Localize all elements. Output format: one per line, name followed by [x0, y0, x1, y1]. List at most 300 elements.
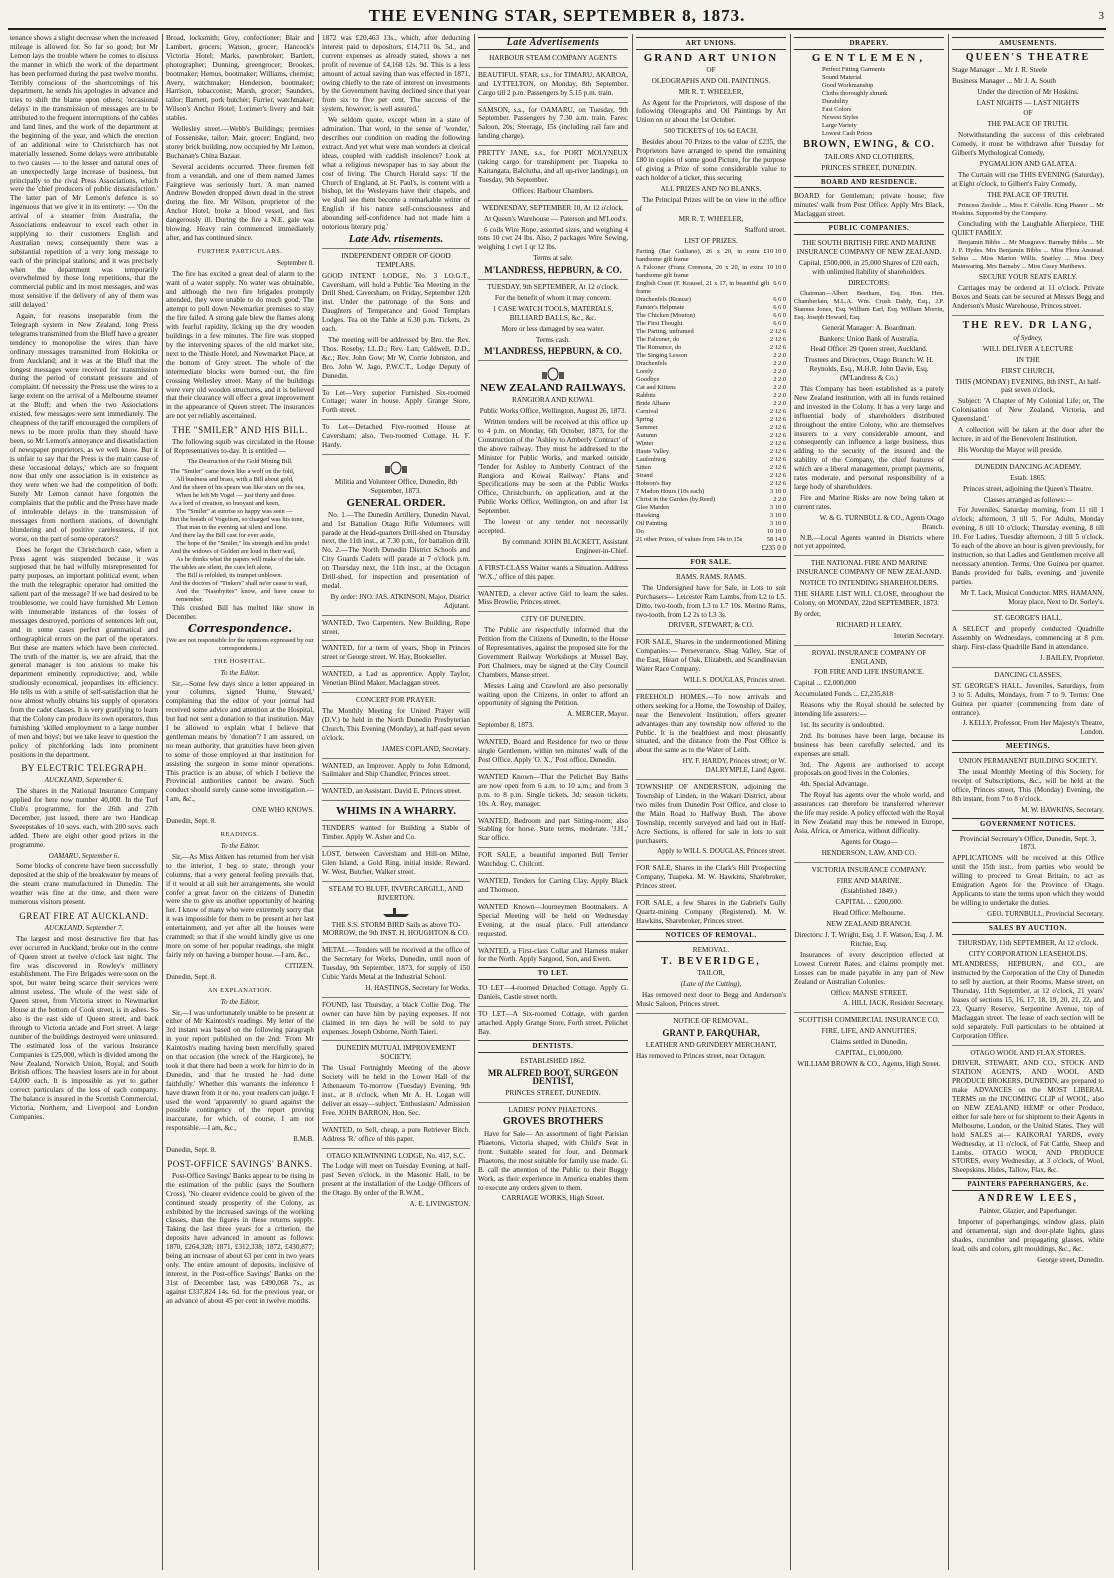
ad-signature: DRIVER, STEWART, & CO.	[668, 621, 754, 630]
section-heading-fire: GREAT FIRE AT AUCKLAND.	[19, 911, 149, 921]
news-paragraph: Wellesley street.—Webb's Buildings; premises of Fosseniske, tailor; Mair, grocer; England, two storey brick building, now occupied by Mr Lemon, Buchanan's China Bazaar.	[166, 125, 314, 160]
ad-heading: GRAND ART UNION	[643, 51, 779, 64]
column-divider	[790, 34, 791, 1570]
prize-list	[636, 248, 786, 544]
ad-general-order	[322, 454, 470, 611]
column-4	[478, 34, 628, 1570]
prize-row	[636, 312, 786, 320]
ad-name: GROVES BROTHERS	[502, 1116, 604, 1128]
feature-item: Fast Colors	[822, 105, 852, 113]
verse-line: And the "Nasobyites" know, and have cause to remember.	[176, 587, 314, 603]
prize-title: The First Thought	[636, 320, 683, 328]
ad-heading: VICTORIA INSURANCE COMPANY.	[811, 865, 927, 874]
prize-value: 2 2 0	[773, 392, 786, 400]
prize-value: 10 10 0	[766, 528, 786, 536]
section-heading-correspondence: Correspondence.	[187, 621, 293, 635]
ad-body: Under the direction of Mr Hoskins.	[977, 87, 1079, 96]
prize-value: 2 12 6	[770, 344, 786, 352]
ad-body: WANTED, a Lad as apprentice. Apply Taylor, Venetian Blind Maker, Maclaggan street.	[322, 670, 470, 688]
ad-body: Have for Sale— An assortment of light Parisian Phaetons, Victoria shaped, with Child's Seat in front. Suitable seated for four, and Denmark Phaetons, the most suitable for family use made. G. B. call the attention of the Public to their Buggy Work, as their experience in America enables them to execute any orders given to them.	[478, 1130, 628, 1192]
ad-body: Subject: 'A Chapter of My Colonial Life; or, The Colonisation of New Zealand, Victoria, and Queensland.'	[952, 397, 1104, 424]
ad-mutual-improvement	[322, 1040, 470, 1117]
prize-row	[636, 296, 786, 304]
section-heading: NOTICES OF REMOVAL.	[636, 929, 786, 942]
prize-row	[636, 456, 786, 464]
ad-dancing-academy	[952, 459, 1104, 607]
ad-date: September 8, 1873.	[478, 721, 534, 730]
telegram-paragraph: Some blocks of concrete have been successfully deposited at the ship of the breakwater by means of the steam crane manufactured in Dunedin. The weather was fine at the time, and there were numerous visitors present.	[10, 862, 158, 907]
ad-wanted	[478, 734, 628, 765]
ad-body: ST. GEORGE'S HALL. Juveniles, Saturdays, from 3 to 5. Adults, Mondays, from 7 to 9. Terms: One Guinea per quarter (commencing from date of entrance).	[952, 681, 1104, 717]
news-paragraph: Does he forget the Christchurch case, when a Press agent was suspended because it was supposed that he had wilfully misrepresented for party purposes, an important political event, when the truth the telegraphic operator had omitted the salient part of the message? If we had desired to be troublesome, we could have furnished Mr Lemon with innumerable instances of the losses of messages destroyed, portions of sentences left out, and in some cases perfect grammatical and orthographical errors on the part of the operators. But these are matters which have been corrected. The truth of the matter is, we are afraid, that the general manager is too anxious to make his department eminently reproductive; and, while studiously economical, jeopardises its efficiency. He tells us with a smile of self-satisfaction that he now almost wholly obtains his supply of operators from the cadet classes. It is very gratifying to learn that the Colony can produce its own operators, thus furnishing 'skilled employment to a large number of men and boys'; but we take leave to question the policy of pitchforking lads into prominent positions in the department.	[10, 545, 158, 759]
ad-heading: GENTLEMEN,	[811, 51, 927, 64]
prize-value: 2 2 0	[773, 400, 786, 408]
news-paragraph: 1872 was £20,463 13s., which, after deducting interest paid to depositors, £14,711 0s. 5d., and current expenses as already stated, shows a net profit of revenue of £4,168 12s. 9d. This is a less amount of actual saving than was effected in 1871, owing chiefly to the rate of interest on investments by the Government having declined since that year from six to five per cent. The success of the system, however, is well assured.'	[322, 34, 470, 114]
section-heading: GOVERNMENT NOTICES.	[952, 818, 1104, 831]
ad-address: CARRIAGE WORKS, High Street.	[501, 1194, 605, 1203]
column-divider	[632, 34, 633, 1570]
ad-signature: A. E. LIVINGSTON.	[409, 1200, 470, 1209]
column-2	[166, 34, 314, 1570]
prize-value: 2 12 6	[770, 408, 786, 416]
prize-value: 2 2 0	[773, 360, 786, 368]
ad-body: The Lodge will meet on Tuesday Evening, at half-past Seven o'clock, in the Masonic Hall, to be present at the installation of the Lodge Officers of the Otago. By order of the R.W.M.,	[322, 1162, 470, 1198]
dateline: OAMARU, September 6.	[48, 851, 120, 860]
ad-heading: THE NATIONAL FIRE AND MARINE INSURANCE COMPANY OF NEW ZEALAND.	[796, 559, 942, 577]
ad-body: Has removed next door to Begg and Anderson's Music Saloon, Princes street.	[636, 991, 786, 1009]
letter-signature: R.M.B.	[293, 1135, 314, 1144]
ad-signature: A. MERCER, Mayor.	[567, 710, 628, 719]
ad-body: The Monthly Meeting for United Prayer will (D.V.) be held in the North Dunedin Presbyterian Church, This Evening (Monday), at half-past seven o'clock.	[322, 707, 470, 742]
ad-body: (Established 1849.)	[841, 887, 897, 896]
ad-body: Bankers: Union Bank of Australia.	[819, 334, 919, 343]
masthead-rule	[8, 28, 1106, 30]
ad-heading: DUNEDIN MUTUAL IMPROVEMENT SOCIETY.	[336, 1044, 456, 1062]
page-number: 3	[1098, 10, 1104, 22]
prize-row	[636, 376, 786, 384]
news-paragraph: We seldom quote, except when in a state of admiration. That word, in the sense of 'wonder,' describes our condition on reading the following extract. And yet what were man wonders at clerical ideas, coupled with caddish insolence? Look at what a religious newspaper has to say about the cost of living. The Church Herald says: 'If the Church of England, at St. Paul's, is content with a bishop, let the Wesleyans have their chapels, and we shall see them become a remarkable writer of English if his nature self-consciousness and abounding self-confidence had not made him a notorious literary prig.'	[322, 116, 470, 232]
prize-list-heading: LIST OF PRIZES.	[684, 237, 738, 246]
ad-royal-insurance	[794, 645, 944, 858]
ad-body: WANTED, Two Carpenters. New Building, Rope street.	[322, 618, 470, 636]
letter-heading: READINGS.	[220, 831, 260, 838]
ad-body: By order,	[794, 609, 821, 618]
ad-body: 1 CASE WATCH TOOLS, MATERIALS, BILLIARD BALLS, &c., &c.	[492, 304, 614, 322]
section-heading: TO LET.	[478, 967, 628, 980]
ad-signature: M. W. HAWKINS, Secretary.	[1021, 805, 1104, 814]
prize-value: 3 10 0	[770, 488, 786, 496]
prize-row	[636, 280, 786, 296]
ad-body: Head Office: Melbourne.	[832, 909, 906, 918]
ad-body: The meeting will be addressed by Bro. the Rev. Thos. Roseby, LL.D.; Rev. Lan; Caldwell, D.D., &c.; Rev. John Gow; Mr W, Corrie Johnston, and Bro. John W. Jago, P.W.C.T., Lodge Deputy of Dunedin.	[322, 336, 470, 380]
subheading: FURTHER PARTICULARS.	[197, 247, 283, 255]
ad-address: Stafford street.	[744, 226, 786, 235]
ad-wanted	[322, 615, 470, 637]
ad-body: WANTED, Tenders for Carting Clay. Apply Black and Thomson.	[478, 877, 628, 894]
feature-item: Good Workmanship	[822, 81, 874, 89]
ad-signature: HENDERSON, LAW, AND CO.	[821, 848, 917, 857]
letter-heading: THE HOSPITAL.	[213, 657, 267, 665]
news-paragraph: tenance shows a slight decrease when the increased mileage is allowed for. So far so good; but Mr Lemon lays the trouble where he comes to discuss the manner in which the work of the department has been performed during the past twelve months. Terribly conscious of the shortcomings of his department, he sends his apologies in advance and tries to shift the blame upon others; 'occasional delays' in the transmission of messages are to be attributed to the frequent interruptions of the cables and land lines, and the work of the department at the beginning of the year, and which the erection of an additional wire to Christchurch has not materially lessened. Some delays were attributable to two causes — to the lesser and natural ones of an unexpectedly large increase of business, but principally to the rival Press Associations, which were the 'chief producers of public dissatisfaction.' The latter part of Mr Lemon's defence is so ingenuous that we give it in its entirety: — 'On the arrival of a steamer from Australia, the Associations endeavour to excel each other in supplying to their customers English and Australian news; consequently there was a substantial repetition of a very long message to each of the principal stations; and it was precisely when the department was temporarily overwhelmed by those long repetitions, that the commercial public and its most messages, and was most sensitive if the delivery of any of them was still delayed.'	[10, 34, 158, 310]
ad-signature: WILL S. DOUGLAS, Princes street.	[683, 676, 786, 684]
ad-body: N.B.—Local Agents wanted in Districts where not yet appointed.	[794, 533, 944, 551]
prize-value: 2 2 0	[773, 352, 786, 360]
ad-body: Princes street, adjoining the Queen's Theatre.	[963, 484, 1093, 493]
ad-city	[478, 611, 628, 730]
ad-subheading: CITY CORPORATION LEASEHOLDS.	[968, 949, 1088, 958]
prize-title: Christ in the Garden (by Reed)	[636, 496, 715, 504]
ad-st-georges	[952, 610, 1104, 663]
verse-line: The "Smiler" came down like a wolf on the fold,	[170, 467, 295, 475]
ad-body: 6 coils Wire Rope, assorted sizes, and weighing 4 tons 10 cwt 24 lbs. Also, 2 packages Wire Sewing, weighing 1 cwt 1 qr 12 lbs.	[478, 225, 628, 252]
ad-body: Estab. 1865.	[1010, 473, 1046, 482]
ad-body: Written tenders will be received at this office up to 4 p.m. on Monday, 6th October, 1873, for the Construction of the 'Ashley to Amberly Contract' of the above railway. They must be addressed to the Minister for Public Works, and marked outside 'Tender for Ashley to Amberly Contract of the Rangiora and Kowai Railway.' Plans and Specifications may be seen at the Public Works Office, Christchurch, on application, and at the Public Works Office, Wellington, on and after 1st September.	[478, 418, 628, 516]
prize-title: 21 other Prizes, of values from 14s to 15s	[636, 536, 743, 544]
verse-line: The tables are silent, the cues left alone,	[170, 563, 273, 571]
letter-date: Dunedin, Sept. 8.	[166, 1146, 217, 1155]
prize-value: 2 2 0	[773, 384, 786, 392]
ad-to-let	[322, 385, 470, 416]
ad-body: THE S.S. STORM BIRD Sails as above TO-MORROW, the 9th INST. H. HOUGHTON & CO.	[322, 920, 470, 938]
news-paragraph: Broad, locksmith; Grey, confectioner; Blair and Lambert, grocers; Watson, grocer; Hancock's Victoria Hotel; Marks, pawnbroker; Bartlett, photographer; Dunning, greengrocer; Brookes, bootmaker; Hemus, bootmaker; Williams, chemist; Avery, watchmaker; Henderson, bootmaker; Harrison, tobacconist; Marsh, grocer; Saunders, tailor; Barnett, pork butcher; Furrier, watchmaker; Wilson's Anchor Hotel; Lorimer's livery and bait stables.	[166, 34, 314, 123]
prize-row	[636, 432, 786, 440]
prize-row	[636, 520, 786, 528]
ad-subheading: WILL DELIVER A LECTURE	[982, 344, 1074, 353]
prize-value: 2 12 6	[770, 432, 786, 440]
prize-title: The Chicken (Mouton)	[636, 312, 695, 320]
ad-body: Head Office: 29 Queen street, Auckland.	[810, 345, 928, 354]
ad-body: Accumulated Funds ... £2,235,818	[794, 690, 894, 699]
prize-row	[636, 248, 786, 264]
ad-subheading: THE PALACE OF TRUTH.	[987, 120, 1069, 129]
prize-row	[636, 448, 786, 456]
verse	[166, 468, 314, 604]
prize-title: Spring	[636, 416, 654, 424]
ad-body: To Let—Very superior Furnished Six-roomed Cottage; water in house. Apply Grange Store, Forth street.	[322, 388, 470, 415]
ad-subheading: RANGIORA AND KOWAI.	[511, 396, 595, 405]
ad-body: Stage Manager ... Mr J. R. Steele	[952, 65, 1048, 74]
ad-body: A collection will be taken at the door after the lecture, in aid of the Benevolent Institution.	[952, 426, 1104, 443]
ad-heading: THURSDAY, 11th SEPTEMBER, At 12 o'clock.	[957, 938, 1099, 947]
ad-body: Importer of paperhangings, window glass, plain and ornamental, sign and door-plate lights, glass shades, cucumber and propagating glasses, white lead, oils and colors, gilt mouldings, &c., &c.	[952, 1217, 1104, 1253]
ad-wanted	[478, 813, 628, 844]
ad-subheading: FIRE, LIFE, AND ANNUITIES.	[821, 1027, 917, 1036]
prize-value: 2 12 6	[770, 464, 786, 472]
prize-row	[636, 336, 786, 344]
ad-signature: By order: JNO. JAS. ATKINSON, Major, District Adjutant.	[330, 592, 470, 610]
ad-body: This Company has been established as a purely New Zealand institution, with all its funds retained and invested in the Colony. It has a very large and influential body of shareholders distributed throughout the entire Colony, who are themselves insurers to a very considerable amount, and consequently can influence a large business, thus adding to the security of the insured and the stability of the Company, the chief features of which are a liberal management, prompt payments, rates moderate, and personal responsibility of a large body of shareholders.	[794, 385, 944, 491]
ad-railways	[478, 360, 628, 555]
ad-body: WANTED Known—Journeymen Bootmakers. A Special Meeting will be held on Wednesday Evening, at the usual place. Full attendance requested.	[478, 902, 628, 938]
ad-body: At Queen's Warehouse — Paterson and M'Leod's.	[484, 214, 628, 223]
ad-address: PRINCES STREET, DUNEDIN.	[821, 163, 917, 172]
ad-tenders	[322, 820, 470, 842]
ad-subheading: TAILOR,	[697, 969, 725, 978]
ad-signature: JAMES COPLAND, Secretary.	[381, 744, 470, 753]
ad-subheading: (Late of the Cutting),	[680, 980, 742, 989]
royal-arms-icon	[542, 367, 564, 381]
ad-heading: THE REV. DR LANG,	[962, 320, 1094, 332]
ad-name: MR ALFRED BOOT, SURGEON DENTIST,	[487, 1067, 619, 1087]
ad-signature: H. HASTINGS, Secretary for Works.	[365, 983, 470, 992]
ad-shipping	[478, 102, 628, 142]
ad-phaetons	[478, 1102, 628, 1203]
ad-shares	[636, 860, 786, 891]
ad-subheading: NEW ZEALAND BRANCH.	[826, 920, 912, 929]
ad-subheading: FIRST CHURCH,	[1001, 366, 1055, 375]
letter-body: Sir,—I was unfortunately unable to be present at either of Mr Kaintosh's readings. My letter of the 3rd instant was based on the following paragraph in your report published on the 2nd: 'From Mr Kaintosh's reading having been mercifully spared on that occasion (the wreck of the Hargicote), he took it that there had been a work for him to do in Dunedin, and that he trusted he had done faithfully.' Whether this warrants the inference I have drawn from it or no, your readers can judge. I used the word 'apparently' to guard against the possible contingency of the report proving inaccurate, for which, of course, I am not responsible.—I am, &c.,	[166, 1008, 314, 1133]
verse-title: The Destruction of the Gold Mining Bill.	[187, 457, 293, 465]
ad-heading: OTAGO KILWINNING LODGE, No. 417, S.C.	[326, 1151, 466, 1160]
prize-title: Laufenburg	[636, 456, 666, 464]
prize-row	[636, 472, 786, 480]
ad-body: Trustees and Directors, Otago Branch: W. H. Reynolds, Esq., M.H.R. John Davie, Esq. (M'Landress & Co.)	[804, 356, 934, 383]
ad-body: For Juveniles, Saturday morning, from 11 till 1 o'clock; afternoon, 3 till 5. For Adults, Monday evening, 8 till 10 o'clock; Thursday evening, 8 till 10. For Ladies, Tuesday afternoon, 3 till 5 o'clock. To each of the above an hour is given previously, for instruction, so that Ladies and Gentlemen receive all necessary attention. Terms, One Guinea per quarter. Bands provided for balls, evening, and juvenile parties.	[952, 506, 1104, 586]
ad-heading: CONCERT FOR PRAYER.	[355, 696, 437, 705]
prize-title: Bride Albano	[636, 400, 671, 408]
feature-item: Perfect Fitting Garments	[822, 65, 886, 73]
prize-row	[636, 392, 786, 400]
ad-freehold	[636, 689, 786, 775]
verse-line: The "Smiler" at sunrise so happy was seen —	[176, 507, 293, 515]
prize-value: 2 12 6	[770, 336, 786, 344]
verse-line: As a lord of creation, so buoyant and keen,	[170, 499, 280, 507]
ad-heading: LADIES' PONY PHAETONS.	[508, 1106, 598, 1115]
ad-wool-stores	[952, 1045, 1104, 1176]
section-heading: Late Advertisements	[478, 37, 628, 50]
section-heading: AMUSEMENTS.	[952, 37, 1104, 50]
ad-body: OF	[1023, 109, 1033, 118]
ad-signature: J. KELLY, Professor, From Her Majesty's Theatre, London.	[962, 719, 1104, 737]
letter-body: Sir,—Some few days since a letter appeared in your columns, signed 'Hume, Steward,' complaining that the editor of your journal had received some advice and attention at the Hospital, but had not sent a donation to that institution. May I be allowed to explain what I believe that gentleman means by 'donation'? I am assured, on no mean authority, that gratuities have been given to some of those employed at that institution for assisting the surgeon in some minor operations. This practice is an abuse, of which I believe the Provincial authorities cannot be aware. Such conduct should surely cause some investigation.—I am, &c.,	[166, 679, 314, 804]
prize-title: The Singing Lesson	[636, 352, 688, 360]
ad-body: A SELECT and properly conducted Quadrille Assembly on Wednesdays, commencing at 8 p.m. sharp. First-class Quadrille Band in attendance.	[952, 625, 1104, 652]
ad-body: DRIVER, STEWART, AND CO., STOCK AND STATION AGENTS, AND WOOL AND PRODUCE BROKERS, DUNEDIN, are prepared to make ADVANCES on the MOST LIBERAL TERMS on the INCOMING CLIP of WOOL, also on NEW ZEALAND HEMP or other Produce, either for sale here or for shipment to their Agents in Melbourne, London, or the United States. They will hold SALES at— KAIKORAI YARDS, every Wednesday, at 11 o'clock, of Fat Cattle, Sheep and Lambs. OTAGO WOOL AND PRODUCE STORES, every Wednesday, at 3 o'clock, of Wool, Sheepskins, Hides, Tallow, Flax, &c.	[952, 1059, 1104, 1175]
feature-item: Newest Styles	[822, 113, 859, 121]
section-heading-smiler: THE "SMILER" AND HIS BILL.	[172, 425, 308, 436]
ad-removal	[636, 1013, 786, 1061]
ad-body: His Worship the Mayor will preside.	[958, 445, 1063, 454]
ad-signature: Mr T. Lack, Musical Conductor. MRS. HAMANN, Moray place, Next to Dr. Sorley's.	[960, 588, 1104, 606]
prize-row	[636, 352, 786, 360]
ad-body: TO LET—4-roomed Detached Cottage. Apply G. Daniels, Castle street north.	[478, 984, 628, 1002]
ad-heading: STEAM TO BLUFF, INVERCARGILL, AND RIVERTON.	[328, 884, 464, 902]
verse-line: And the sheen of his spears was like stars on the sea,	[170, 483, 305, 491]
verse-line: The hope of the "Smiler," his strength and his pride!	[176, 539, 310, 547]
ad-body: WANTED, a First-class Collar and Harness maker for the North. Apply Sargood, Son, and Ewen.	[478, 946, 628, 964]
prize-row	[636, 496, 786, 504]
ad-body: WANTED, for a term of years, Shop in Princes street or George street. W. Hay, Bookseller.	[322, 644, 470, 662]
ad-heading: NEW ZEALAND RAILWAYS.	[480, 382, 626, 395]
prize-title: English Coast (F. Krausel, 21 x 17, in beautiful gilt frame	[636, 280, 770, 296]
ad-signature-title: Interim Secretary.	[893, 631, 944, 640]
section-heading: DRAPERY.	[794, 37, 944, 50]
prize-value: 2 12 6	[770, 440, 786, 448]
prize-row	[636, 328, 786, 336]
verse-line: The Bill is refolded, its trumpet unblown.	[176, 571, 283, 579]
verse-line: When he left Mr Vogel — just thirty and three.	[176, 491, 296, 499]
letter-addressee: To the Editor.	[220, 668, 260, 677]
ad-body: WANTED, to Sell, cheap, a pure Retriever Bitch. Address 'R.' office of this paper.	[322, 1125, 470, 1143]
prize-row	[636, 536, 786, 544]
prize-title: Drachenfels	[636, 360, 667, 368]
ad-subheading: Painter, Glazier, and Paperhanger.	[979, 1207, 1077, 1216]
prize-title: Summer	[636, 424, 658, 432]
verse-line: That man in the evening sat silent and lone.	[176, 523, 288, 531]
ad-body: FOR SALE, a beautiful imported Bull Terrier Watchdog. C. Chilcott.	[478, 851, 628, 869]
ad-subheading: FIRE AND MARINE.	[836, 876, 902, 885]
ad-body: METAL.—Tenders will be received at the office of the Secretary for Works, Dunedin, until noon of Tuesday, 9th September, 1873, for supply of 150 Cubic Yards Metal at the Industrial School.	[322, 946, 470, 982]
prize-value: 2 12 6	[770, 328, 786, 336]
prize-row	[636, 480, 786, 488]
ad-signature: W. & G. TURNBULL & CO., Agents Otago Branch.	[819, 513, 944, 531]
column-divider	[162, 34, 163, 1570]
ad-lecture	[952, 315, 1104, 455]
feature-item: Large Variety	[822, 121, 857, 129]
ad-body: WANTED Known—That the Pelichet Bay Baths are now open from 6 a.m. to 10 a.m.; and from 3 p.m. to 8 p.m. Single tickets, 3d; season tickets, 10s. A. Rey, manager.	[478, 772, 628, 808]
section-heading: SALES BY AUCTION.	[952, 922, 1104, 935]
ad-shipping	[478, 67, 628, 98]
ad-body: FOR SALE, a few Shares in the Gabriel's Gully Quartz-mining Company (Registered). M. W. Hawkins, Sharebroker, Princes street.	[636, 899, 786, 925]
prize-row	[636, 344, 786, 352]
ad-body: SAMSON, s.s., for OAMARU, on Tuesday, 9th September. Passengers by 7.30 a.m. train. Fares: Saloon, 20s; Steerage, 15s (including rail fare and landing charge).	[478, 105, 628, 141]
ad-body: Has removed to Princes street, near Octagon.	[636, 1051, 766, 1060]
ad-wanted	[322, 783, 470, 796]
ad-shares	[636, 895, 786, 926]
ad-subheading: PYGMALION AND GALATEA.	[979, 159, 1077, 168]
ad-heading: INDEPENDENT ORDER OF GOOD TEMPLARS.	[341, 251, 451, 269]
ad-wanted	[478, 560, 628, 582]
ad-wanted	[478, 943, 628, 965]
ad-lodge	[322, 1148, 470, 1209]
prize-row	[636, 464, 786, 472]
prize-title: Parting (Bar Guiliano), 26 x 20, in extra handsome gilt frame	[636, 248, 760, 264]
prize-row	[636, 504, 786, 512]
feature-item: Durability	[822, 97, 849, 105]
prize-value: 6 6 0	[773, 304, 786, 312]
ad-wanted	[478, 899, 628, 939]
ad-wanted	[322, 1122, 470, 1144]
ad-name: T. BEVERIDGE,	[661, 955, 761, 967]
prize-title: The Romance, do	[636, 344, 682, 352]
ad-body: M'LANDRESS, HEPBURN, and CO., are instructed by the Corporation of the City of Dunedin to sell by auction, at their Rooms, Manse street, on Thursday, 11th September, at 12 o'clock, 21 years' leases of sections 15, 16, 17, 18, 19, 20, 21, 22, and 23, Quarry Reserve, Serpentine Avenue, top of Maclaggan street. The lease of each section will be sold separately. Full particulars to be obtained at Corporation Office.	[952, 960, 1104, 1040]
ad-shares	[636, 634, 786, 685]
prize-title: Rabbits	[636, 392, 656, 400]
ad-office: Public Works Office, Wellington, August 26, 1873.	[479, 407, 627, 416]
ad-heading: REMOVAL.	[692, 945, 730, 954]
ad-subheading: LEATHER AND GRINDERY MERCHANT,	[645, 1040, 777, 1049]
ad-body: 4th. Special Advantage.	[800, 780, 869, 789]
prize-value: 6 6 0	[773, 320, 786, 328]
feature-list	[794, 66, 944, 138]
ad-victoria-insurance	[794, 862, 944, 1009]
ad-subheading: THE PALACE OF TRUTH.	[987, 190, 1069, 199]
ad-body: LOST, between Caversham and Hill-on Milne, Glen Island, a Gold Ring, initial inside. Reward. W. West, Butcher, Walker street.	[322, 849, 470, 876]
ad-subheading: FOR FIRE AND LIFE INSURANCE.	[813, 668, 925, 677]
ad-body: The Usual Fortnightly Meeting of the above Society will be held in the Lower Hall of the Athenaeum To-morrow (Tuesday) Evening, 9th inst., at 8 o'clock, when Mr A. H. Logan will deliver an essay—subject, 'Enthusiasm.' Admission Free. JOHN BARRON, Hon. Sec.	[322, 1064, 470, 1117]
ad-body: Concluding with the Laughable Afterpiece, THE QUIET FAMILY.	[952, 219, 1104, 237]
ad-heading: OTAGO WOOL AND FLAX STORES.	[970, 1048, 1086, 1057]
ad-wanted	[322, 666, 470, 688]
ad-body: As Agent for the Proprietors, will dispose of the following Oleographs and Oil Paintings by Art Union on or about the 1st October.	[636, 98, 786, 125]
verse-line: And the doctors of "Tinkers" shall ne'er cease to wail,	[170, 579, 308, 587]
ad-shipping	[478, 145, 628, 185]
ad-auctioneer: M'LANDRESS, HEPBURN, & CO.	[484, 346, 622, 357]
ad-body: WANTED, an Improver. Apply to John Edmond, Sailmaker and Ship Chandler, Princes street.	[322, 761, 470, 779]
prize-value: 2 12 6	[770, 480, 786, 488]
ad-terms: Terms cash.	[535, 335, 571, 344]
ad-subheading: LAST NIGHTS — LAST NIGHTS	[976, 98, 1080, 107]
ad-body: The Royal has agents over the whole world, and assurances can therefore be transferred wherever the life may reside. A policy effected with the Royal in New Zealand may thus be renewed in Europe, Asia, Africa, or America, without difficulty.	[794, 791, 944, 835]
prize-row	[636, 360, 786, 368]
ad-heading: SCOTTISH COMMERCIAL INSURANCE CO.	[798, 1016, 940, 1025]
column-1	[10, 34, 158, 1570]
prize-title: 7 Madon Hours (10s each)	[636, 488, 705, 496]
ad-body: 2nd. Its bonuses have been large, because its business has been carefully selected, and its expenses are small.	[794, 731, 944, 758]
ad-name: ANDREW LEES,	[978, 1193, 1078, 1205]
section-heading: FOR SALE.	[636, 556, 786, 569]
prize-value: 2 12 6	[770, 472, 786, 480]
ad-body: General Manager: A. Boardman.	[821, 323, 916, 332]
ad-heading: RAMS. RAMS. RAMS.	[675, 572, 747, 581]
ad-for-sale	[478, 847, 628, 869]
ad-body: The Principal Prizes will be on view in the office of	[636, 195, 786, 213]
feature-item: Cloths thoroughly shrunk	[822, 89, 888, 97]
dateline: AUCKLAND, September 6.	[44, 776, 124, 785]
ad-body: CAPITAL ... £200,000.	[835, 898, 903, 907]
prize-value: 6 6 0	[773, 312, 786, 320]
prize-value: 2 2 0	[773, 368, 786, 376]
column-divider	[318, 34, 319, 1570]
column-7	[952, 34, 1104, 1570]
dateline: September 8.	[277, 258, 314, 267]
prize-row	[636, 416, 786, 424]
prize-title: Hobson's Bay	[636, 480, 672, 488]
column-3	[322, 34, 470, 1570]
prize-row	[636, 512, 786, 520]
ad-heading: THE SOUTH BRITISH FIRE AND MARINE INSURANCE COMPANY OF NEW ZEALAND.	[796, 239, 942, 256]
ad-body: Princess Zeolide ... Miss F. Colville. King Phanor ... Mr Hoskins. Supported by the Company.	[952, 201, 1104, 217]
ad-wanted	[478, 769, 628, 809]
prize-value: 3 10 0	[770, 520, 786, 528]
ad-heading: TUESDAY, 9th SEPTEMBER, At 12 o'clock.	[487, 283, 619, 292]
prize-row	[636, 368, 786, 376]
ad-body: The Curtain will rise THIS EVENING (Saturday), at Eight o'clock, to Gilbert's Fairy Comedy,	[952, 170, 1104, 188]
ad-body: OF	[706, 65, 716, 74]
prize-title: Hawking	[636, 512, 660, 520]
section-heading-late-ads: Late Adv. rtisements.	[348, 232, 444, 245]
ad-heading: ROYAL INSURANCE COMPANY OF ENGLAND,	[811, 648, 927, 666]
ad-body: of Sydney,	[1013, 333, 1043, 342]
feature-item: Sound Material	[822, 73, 862, 81]
ad-body: Notwithstanding the success of this celebrated Comedy, it must be withdrawn after Tuesday for Gilbert's Mythological Comedy,	[952, 131, 1104, 158]
ad-body: A FIRST-CLASS Waiter wants a Situation. Address 'W.X.,' office of this paper.	[478, 563, 628, 581]
prize-title: Autumn	[636, 432, 657, 440]
ad-body: The usual Monthly Meeting of this Society, for receipt of Subscriptions, &c., will be held at the office, Princes street, This (Monday) Evening, the 8th instant, from 7 to 8 o'clock.	[952, 768, 1104, 803]
prize-row	[636, 408, 786, 416]
prize-row	[636, 488, 786, 496]
ad-body: WANTED, a clever active Girl to learn the sales. Miss Browlie, Princes street.	[478, 589, 628, 607]
ad-signature: WILLIAM BROWN & CO., Agents, High Street.	[797, 1059, 941, 1068]
ad-body: The lowest or any tender not necessarily accepted.	[478, 518, 628, 535]
newspaper-title: THE EVENING STAR, SEPTEMBER 8, 1873.	[368, 6, 746, 25]
news-paragraph: Post-Office Savings' Banks appear to be rising in the estimation of the public (says the Southern Cross). 'No clearer evidence could be given of the continued steady prosperity of the Colony, as exhibited by the increased savings of the working classes, than the figures in these returns supply. Taking the last three years for a criterion, the deposits have advanced in amount as follows: 1870, £264,328; 1871, £312,338; 1872, £430,877; being an increase of about 63 per cent in two years only. The entire amount of deposits, inclusive of interest, in the Post-office Savings' Banks on the 31st of December last, was £490,068 7s., as against £337,824 14s. 6d. for the previous year, or an advance of about 45 per cent in twelve months.	[166, 1171, 314, 1305]
ad-body: Business Manager ... Mr J. A. South	[952, 76, 1057, 85]
ad-auctioneer: M'LANDRESS, HEPBURN, & CO.	[484, 265, 622, 276]
ad-heading: HARBOUR STEAM COMPANY AGENTS	[489, 53, 617, 62]
ad-auction	[478, 279, 628, 356]
ad-body: WANTED, Board and Residence for two or three single Gentlemen, within ten minutes' walk of the Post Office. Apply 'O. X.,' Post office, Dunedin.	[478, 738, 628, 764]
